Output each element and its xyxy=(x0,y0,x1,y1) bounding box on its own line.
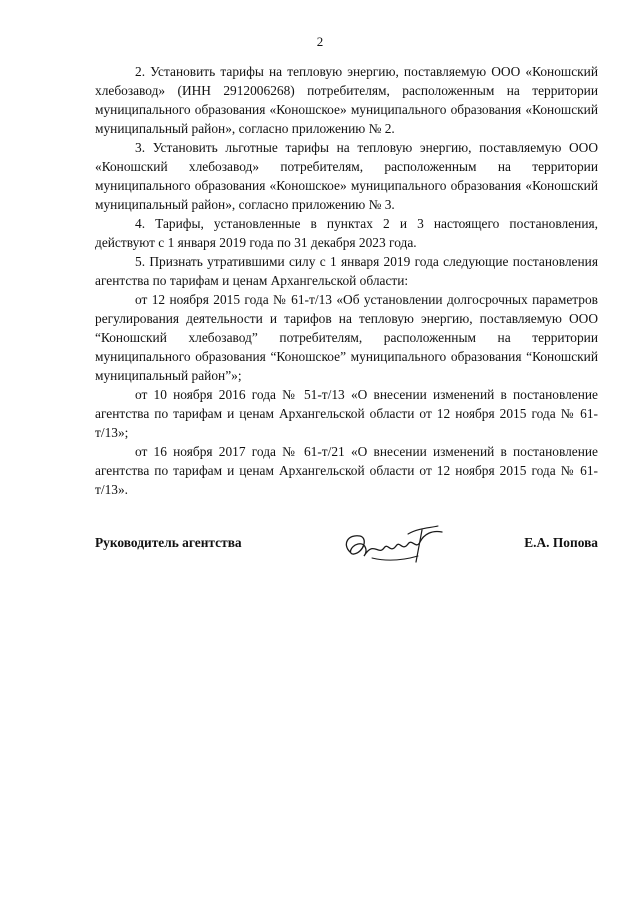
page-number: 2 xyxy=(316,34,324,49)
repealed-act-2017: от 16 ноября 2017 года № 61-т/21 «О внесении изменений в постановление агентства по тарифам и ценам Архангельской области от 12 ноября 2015 года № 61-т/13». xyxy=(95,444,598,497)
repealed-act-2015: от 12 ноября 2015 года № 61-т/13 «Об установлении долгосрочных параметров регулирования деятельности и тарифов на тепловую энергию, поставляемую ООО “Коношский хлебозавод” потребителям, расположенным на территории муниципального образования “Коношское” муниципального образования “Коношский муниципальный район”»; xyxy=(95,292,598,383)
document-body xyxy=(95,62,598,499)
signatory-title: Руководитель агентства xyxy=(95,535,242,550)
paragraph-2: 2. Установить тарифы на тепловую энергию, поставляемую ООО «Коношский хлебозавод» (ИНН 2912006268) потребителям, расположенным на территории муниципального образования «Коношское» муниципального образования «Коношский муниципальный район», согласно приложению № 2. xyxy=(95,64,598,136)
paragraph-3: 3. Установить льготные тарифы на тепловую энергию, поставляемую ООО «Коношский хлебозавод» потребителям, расположенным на территории муниципального образования «Коношское» муниципального образования «Коношский муниципальный район», согласно приложению № 3. xyxy=(95,140,598,212)
handwritten-signature xyxy=(338,522,448,570)
signatory-name: Е.А. Попова xyxy=(524,535,598,550)
paragraph-5: 5. Признать утратившими силу с 1 января 2019 года следующие постановления агентства по тарифам и ценам Архангельской области: xyxy=(95,254,598,288)
repealed-act-2016: от 10 ноября 2016 года № 51-т/13 «О внесении изменений в постановление агентства по тарифам и ценам Архангельской области от 12 ноября 2015 года № 61-т/13»; xyxy=(95,387,598,440)
paragraph-4: 4. Тарифы, установленные в пунктах 2 и 3 настоящего постановления, действуют с 1 января 2019 года по 31 декабря 2023 года. xyxy=(95,216,598,250)
signature-block xyxy=(95,522,598,570)
